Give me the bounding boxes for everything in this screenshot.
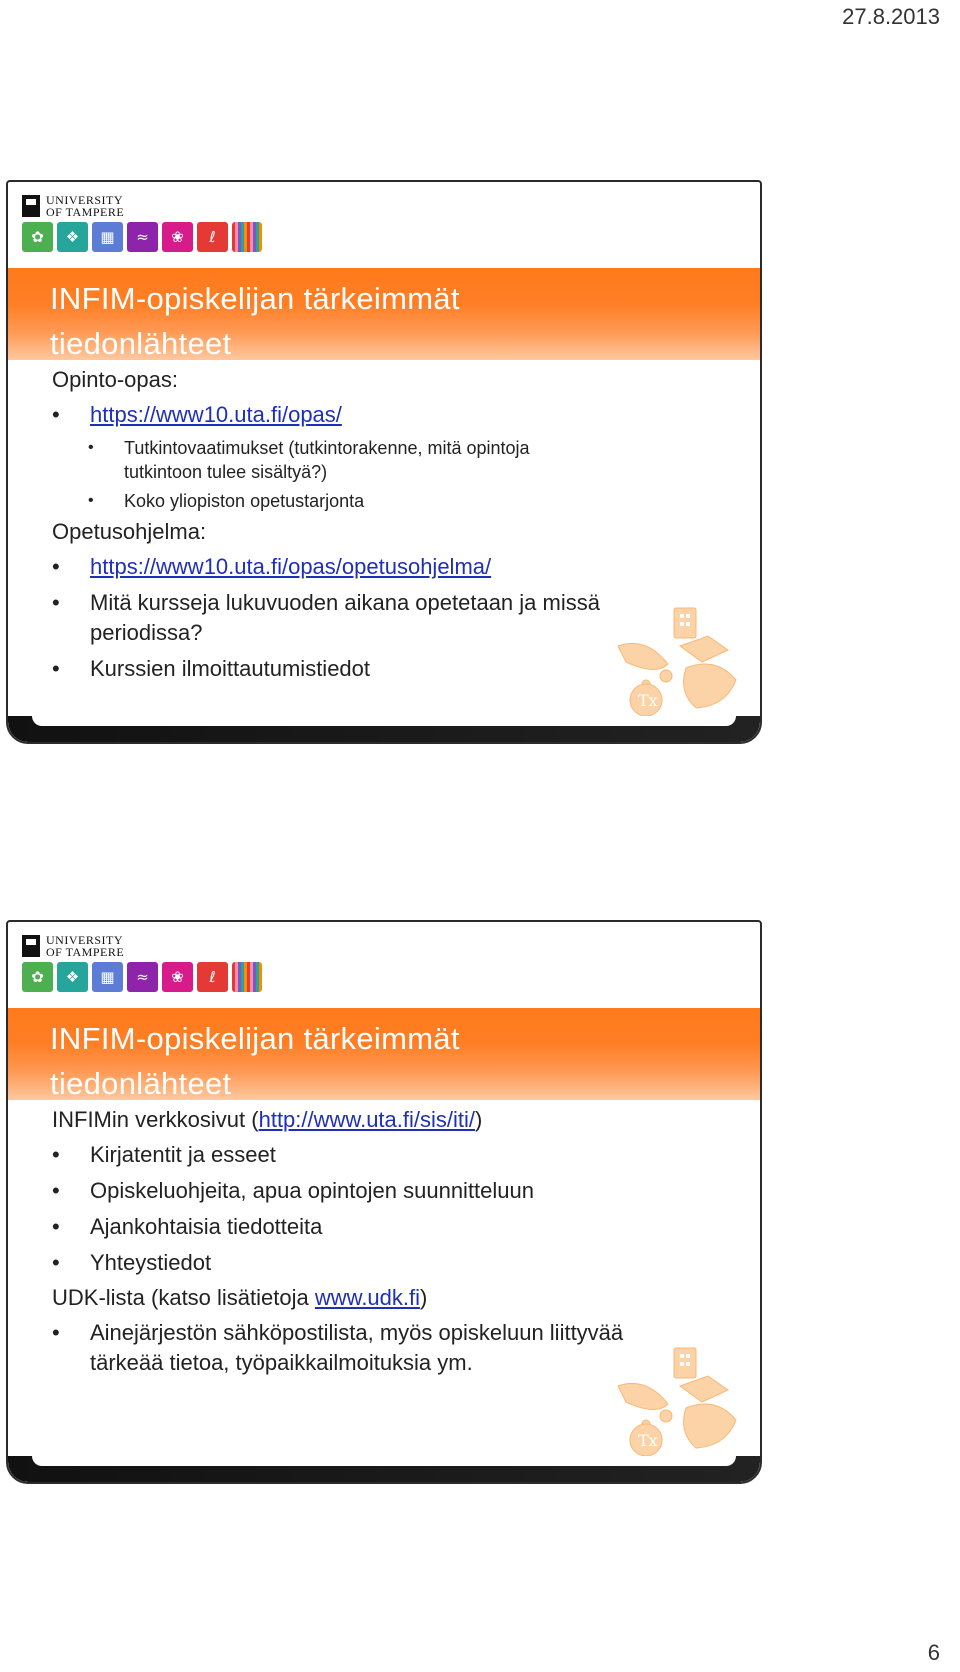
university-crest-icon	[22, 195, 40, 217]
list-item	[52, 1212, 720, 1242]
list-item-text: Kirjatentit ja esseet	[90, 1142, 276, 1167]
heading-prefix: INFIMin verkkosivut (	[52, 1107, 259, 1132]
infim-website-link[interactable]: http://www.uta.fi/sis/iti/	[258, 1107, 475, 1132]
page-number: 6	[927, 1640, 940, 1665]
slide-title-line-2: tiedonlähteet	[50, 326, 232, 361]
logo-line-1: UNIVERSITY	[46, 933, 123, 947]
wave-icon: ≈	[127, 962, 158, 992]
list-item-line-2: tärkeää tietoa, työpaikkailmoituksia ym.	[90, 1350, 473, 1375]
list-item	[52, 1176, 720, 1206]
list-item-line-1: • Mitä kursseja lukuvuoden aikana opetetaan ja missä	[90, 590, 600, 615]
opetusohjelma-link[interactable]: https://www10.uta.fi/opas/opetusohjelma/	[90, 554, 492, 579]
logo-line-2: OF TAMPERE	[46, 205, 125, 219]
logo-line-1: UNIVERSITY	[46, 193, 123, 207]
leaf-icon: ✿	[22, 962, 53, 992]
university-crest-icon	[22, 935, 40, 957]
sub-list-item	[52, 436, 720, 484]
list-item-line-1: • Ainejärjestön sähköpostilista, myös opiskeluun liittyvää	[90, 1320, 624, 1345]
leaf-icon: ✿	[22, 222, 53, 252]
heading-prefix: UDK-lista (katso lisätietoja	[52, 1285, 315, 1310]
atom-icon: ❀	[162, 962, 193, 992]
svg-text:Tx: Tx	[638, 1431, 658, 1450]
slide-2	[6, 920, 762, 1484]
slide-title-line-1: INFIM-opiskelijan tärkeimmät	[50, 1021, 460, 1056]
section-heading	[52, 1284, 720, 1312]
faculty-tiles	[22, 222, 266, 252]
list-item-line-2: periodissa?	[90, 620, 203, 645]
slide-content	[52, 1106, 720, 1384]
slide-bottom-bar	[8, 1456, 760, 1482]
slide-1	[6, 180, 762, 744]
university-logo	[22, 934, 124, 958]
page-date: 27.8.2013	[842, 4, 940, 29]
slide-title-line-1: INFIM-opiskelijan tärkeimmät	[50, 281, 460, 316]
opinto-opas-link[interactable]: https://www10.uta.fi/opas/	[90, 402, 342, 427]
list-item-text: Yhteystiedot	[90, 1250, 212, 1275]
section-heading	[52, 1106, 720, 1134]
heading-suffix: )	[475, 1107, 483, 1132]
wave-icon: ≈	[127, 222, 158, 252]
molecule-icon: ❖	[57, 962, 88, 992]
list-item-text: Ajankohtaisia tiedotteita	[90, 1214, 323, 1239]
sub-item-line-1: • Tutkintovaatimukset (tutkintorakenne, mitä opintoja	[124, 438, 530, 458]
udk-link[interactable]: www.udk.fi	[314, 1285, 421, 1310]
slide-title-banner	[8, 1008, 760, 1100]
list-item	[52, 552, 720, 582]
slide-title-banner	[8, 268, 760, 360]
list-item	[52, 400, 720, 430]
list-item-text: Opiskeluohjeita, apua opintojen suunnitteluun	[90, 1178, 534, 1203]
section-heading: Opinto-opas:	[52, 367, 178, 392]
faculty-tiles	[22, 962, 266, 992]
list-item-text: Kurssien ilmoittautumistiedot	[90, 656, 371, 681]
formula-icon: ℓ	[197, 962, 228, 992]
slide-bottom-bar	[8, 716, 760, 742]
sub-list-item	[52, 489, 720, 513]
stripes-icon	[232, 962, 262, 992]
stripes-icon	[232, 222, 262, 252]
faculty-watermark-icon	[616, 1346, 742, 1458]
building-icon: ▦	[92, 222, 123, 252]
building-icon: ▦	[92, 962, 123, 992]
list-item	[52, 1140, 720, 1170]
formula-icon: ℓ	[197, 222, 228, 252]
atom-icon: ❀	[162, 222, 193, 252]
list-item	[52, 1248, 720, 1278]
molecule-icon: ❖	[57, 222, 88, 252]
logo-line-2: OF TAMPERE	[46, 945, 125, 959]
sub-item-line-2: tutkintoon tulee sisältyä?)	[124, 462, 328, 482]
heading-suffix: )	[420, 1285, 428, 1310]
sub-item-text: Koko yliopiston opetustarjonta	[124, 491, 365, 511]
slide-title-line-2: tiedonlähteet	[50, 1066, 232, 1101]
faculty-watermark-icon	[616, 606, 742, 718]
university-logo	[22, 194, 124, 218]
section-heading: Opetusohjelma:	[52, 519, 207, 544]
svg-text:Tx: Tx	[638, 691, 658, 710]
